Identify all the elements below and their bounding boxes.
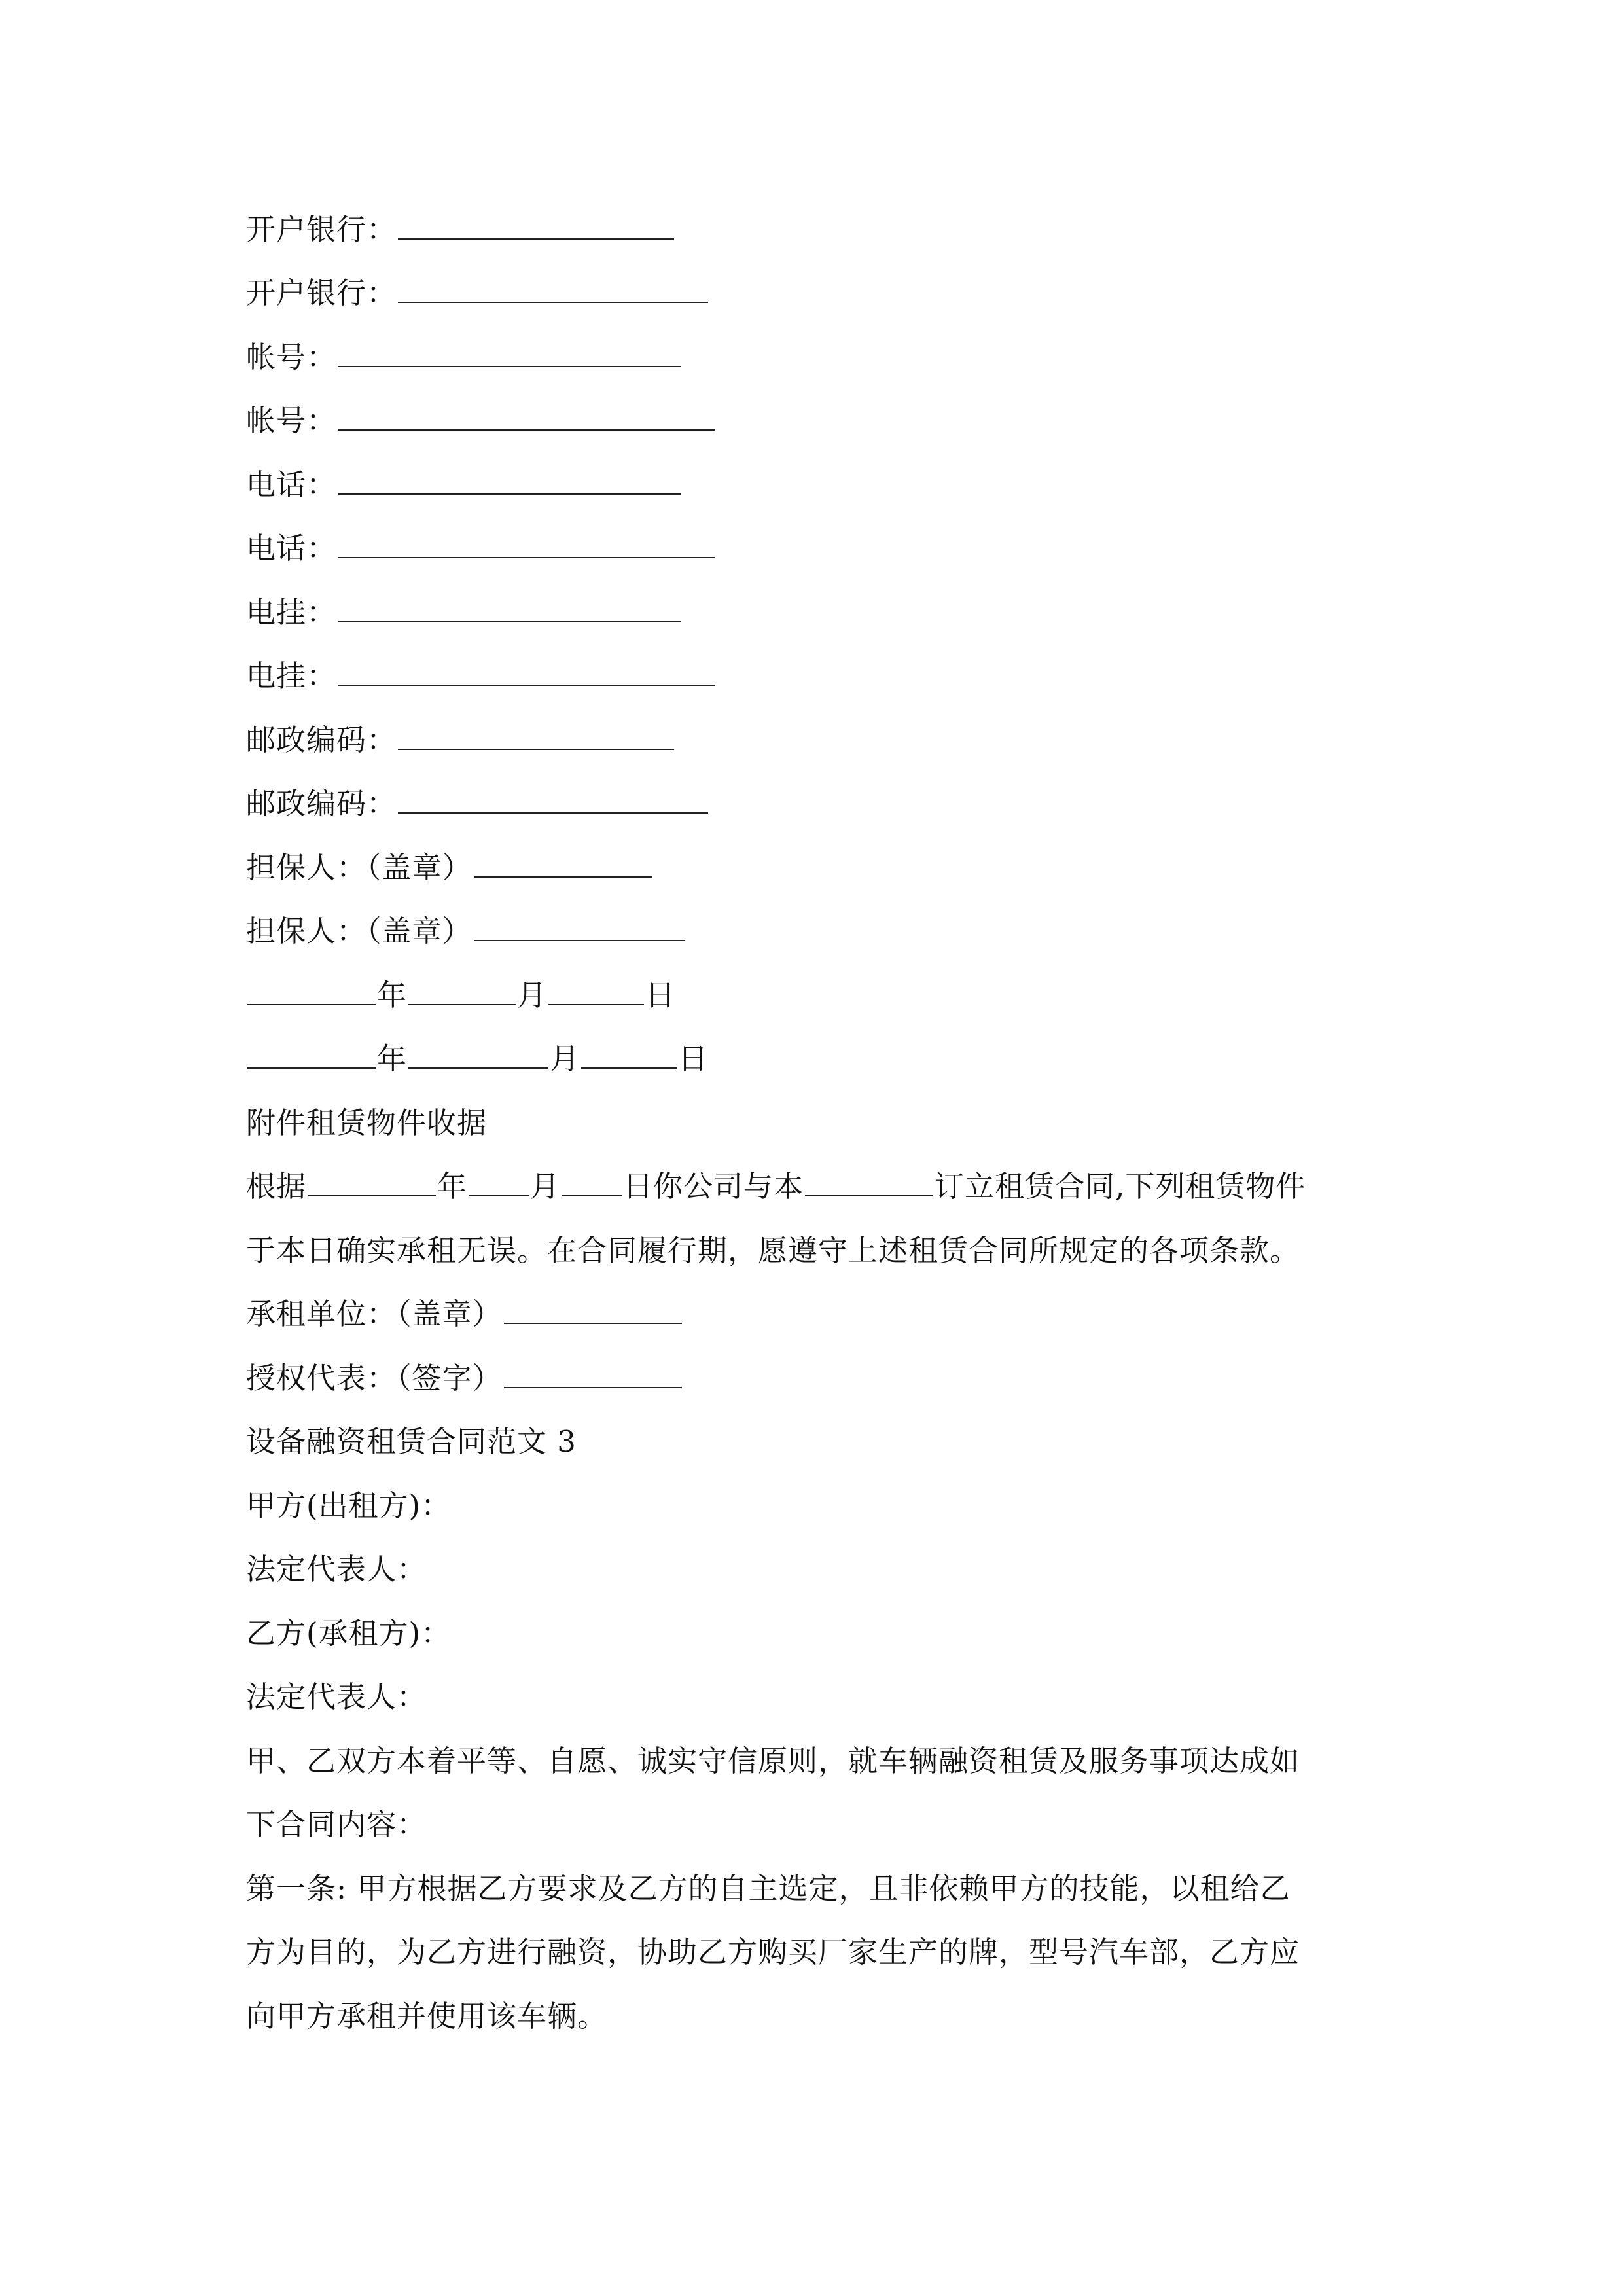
field-guarantor-2 <box>246 899 686 963</box>
field-postcode-2 <box>246 772 709 835</box>
field-label: 开户银行： <box>246 212 397 247</box>
article1-line-1: 第一条: 甲方根据乙方要求及乙方的自主选定，且非依赖甲方的技能，以租给乙 <box>246 1871 1291 1906</box>
signature-blank[interactable] <box>504 1285 682 1324</box>
year-blank[interactable] <box>247 966 376 1005</box>
field-blank[interactable] <box>398 711 674 750</box>
receipt-text: 订立租赁合同,下列租赁物件 <box>935 1169 1306 1204</box>
party-lessee: 乙方(承租方)： <box>246 1616 452 1651</box>
signature-blank[interactable] <box>504 1349 682 1388</box>
field-postcode-1 <box>246 708 675 772</box>
day-blank[interactable] <box>581 1030 677 1069</box>
receipt-text: 根据 <box>246 1169 307 1204</box>
party-lessor-rep: 法定代表人： <box>246 1552 427 1587</box>
month-blank[interactable] <box>408 966 516 1005</box>
field-telegraph-2 <box>246 644 716 708</box>
field-blank[interactable] <box>338 519 715 558</box>
field-label: 电话： <box>246 467 337 502</box>
contract-title: 设备融资租赁合同范文 3 <box>246 1424 577 1459</box>
year-blank[interactable] <box>308 1157 436 1196</box>
field-blank[interactable] <box>338 647 715 686</box>
field-label: 电挂： <box>246 658 337 693</box>
field-bank-1 <box>246 198 675 261</box>
month-blank[interactable] <box>408 1030 548 1069</box>
day-blank[interactable] <box>562 1157 622 1196</box>
attachment-title: 附件租赁物件收据 <box>246 1105 488 1140</box>
field-label: 担保人：（盖章） <box>246 914 473 948</box>
year-label: 年 <box>377 1041 408 1076</box>
field-label: 邮政编码： <box>246 723 397 757</box>
month-label: 月 <box>517 978 548 1013</box>
year-label: 年 <box>437 1169 468 1204</box>
field-blank[interactable] <box>338 583 681 622</box>
field-guarantor-1 <box>246 836 653 899</box>
field-blank[interactable] <box>398 774 708 814</box>
field-label: 电挂： <box>246 595 337 630</box>
receipt-line-1 <box>246 1155 1306 1218</box>
year-blank[interactable] <box>247 1030 376 1069</box>
month-label: 月 <box>530 1169 561 1204</box>
field-blank[interactable] <box>338 456 681 495</box>
receipt-text: 日你公司与本 <box>623 1169 804 1204</box>
signature-representative <box>246 1346 683 1410</box>
year-label: 年 <box>377 978 408 1013</box>
field-label: 担保人：（盖章） <box>246 850 473 885</box>
party-lessee-rep: 法定代表人： <box>246 1679 427 1714</box>
signature-lessee <box>246 1282 683 1346</box>
field-label: 帐号： <box>246 403 337 438</box>
article1-line-2: 方为目的，为乙方进行融资，协助乙方购买厂家生产的牌，型号汽车部，乙方应 <box>246 1935 1300 1969</box>
month-blank[interactable] <box>469 1157 529 1196</box>
field-telegraph-1 <box>246 581 682 644</box>
party-blank[interactable] <box>805 1157 933 1196</box>
day-label: 日 <box>645 978 676 1013</box>
field-blank[interactable] <box>398 200 674 240</box>
field-label: 邮政编码： <box>246 786 397 821</box>
date-line-1 <box>246 963 675 1027</box>
field-label: 开户银行： <box>246 276 397 310</box>
field-blank[interactable] <box>474 838 652 878</box>
day-label: 日 <box>678 1041 709 1076</box>
field-phone-2 <box>246 516 716 580</box>
party-lessor: 甲方(出租方)： <box>246 1488 452 1523</box>
date-line-2 <box>246 1027 708 1090</box>
field-blank[interactable] <box>338 391 715 431</box>
field-blank[interactable] <box>338 328 681 367</box>
signature-label: 承租单位：（盖章） <box>246 1297 503 1331</box>
field-bank-2 <box>246 261 709 325</box>
day-blank[interactable] <box>548 966 644 1005</box>
field-account-2 <box>246 389 716 452</box>
article1-line-3: 向甲方承租并使用该车辆。 <box>246 1999 608 2034</box>
signature-label: 授权代表：（签字） <box>246 1361 503 1395</box>
month-label: 月 <box>550 1041 580 1076</box>
receipt-line-2: 于本日确实承租无误。在合同履行期，愿遵守上述租赁合同所规定的各项条款。 <box>246 1233 1300 1268</box>
preamble-line-1: 甲、乙双方本着平等、自愿、诚实守信原则，就车辆融资租赁及服务事项达成如 <box>246 1744 1300 1778</box>
preamble-line-2: 下合同内容： <box>246 1807 427 1842</box>
field-blank[interactable] <box>474 902 685 941</box>
field-label: 电话： <box>246 531 337 565</box>
field-account-1 <box>246 325 682 389</box>
field-label: 帐号： <box>246 340 337 374</box>
field-phone-1 <box>246 453 682 516</box>
field-blank[interactable] <box>398 264 708 303</box>
